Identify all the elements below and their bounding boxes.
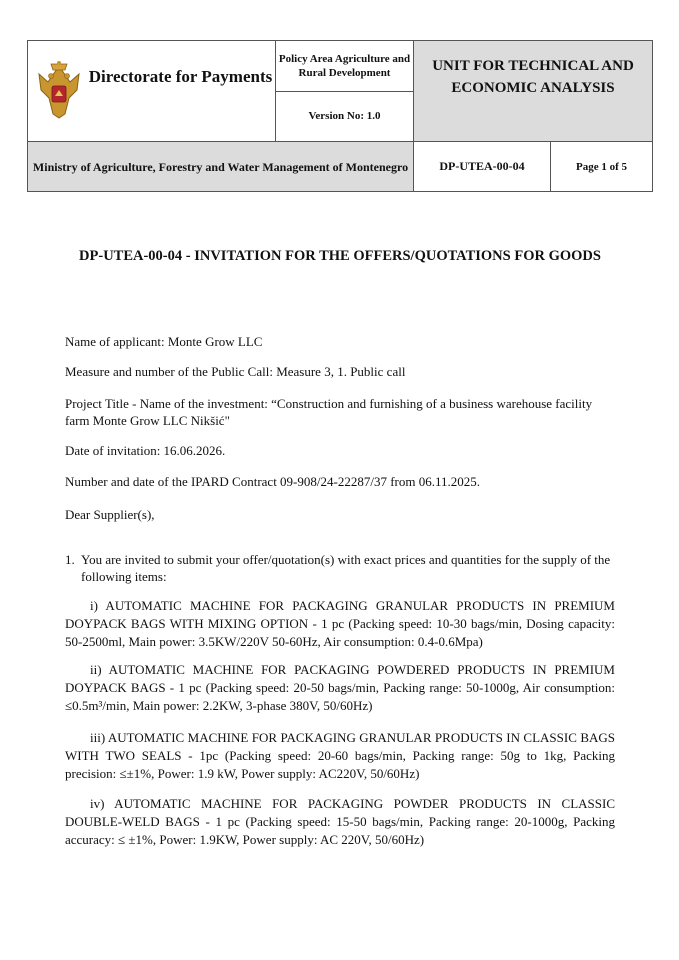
- version-number: Version No: 1.0: [276, 91, 414, 142]
- point-text: You are invited to submit your offer/quotation(s) with exact prices and quantities for the supply of the following items:: [81, 552, 611, 584]
- salutation: Dear Supplier(s),: [65, 507, 155, 522]
- applicant-name: Name of applicant: Monte Grow LLC: [65, 334, 263, 349]
- page-number: Page 1 of 5: [551, 142, 653, 192]
- montenegro-coat-of-arms-icon: [31, 60, 87, 120]
- ipard-contract: Number and date of the IPARD Contract 09-908/24-22287/37 from 06.11.2025.: [65, 474, 480, 489]
- list-item: [65, 795, 615, 849]
- directorate-name: Directorate for Payments: [88, 67, 273, 86]
- policy-area: Policy Area Agriculture and Rural Development: [276, 41, 414, 92]
- ministry-name: Ministry of Agriculture, Forestry and Water Management of Montenegro: [28, 142, 414, 192]
- list-item-text: ii) AUTOMATIC MACHINE FOR PACKAGING POWDERED PRODUCTS IN PREMIUM DOYPACK BAGS - 1 pc (Packing speed: 20-50 bags/min, Packing range: 50-1000g, Air consumption: ≤0.5m³/min, Main power: 2.2KW, 3-phase 380V, 50/60Hz): [65, 662, 615, 713]
- public-call-measure: Measure and number of the Public Call: Measure 3, 1. Public call: [65, 364, 406, 379]
- document-header-table: [27, 40, 653, 192]
- invitation-date: Date of invitation: 16.06.2026.: [65, 443, 226, 458]
- list-item: [65, 661, 615, 715]
- list-item-text: i) AUTOMATIC MACHINE FOR PACKAGING GRANULAR PRODUCTS IN PREMIUM DOYPACK BAGS WITH MIXING OPTION - 1 pc (Packing speed: 10-30 bags/min, Dosing capacity: 50-2500ml, Main power: 3.5KW/220V 50-60Hz, Air consumption: 0.4-0.6Mpa): [65, 598, 615, 649]
- directorate-cell: [28, 41, 276, 142]
- project-title: Project Title - Name of the investment: “Construction and furnishing of a business warehouse facility farm Monte Grow LLC Nikšić": [65, 396, 593, 428]
- list-item-text: iv) AUTOMATIC MACHINE FOR PACKAGING POWDER PRODUCTS IN CLASSIC DOUBLE-WELD BAGS - 1 pc (Packing speed: 15-50 bags/min, Packing range: 20-1000g, Packing accuracy: ≤ ±1%, Power: 1.9KW, Power supply: AC 220V, 50/60Hz): [65, 796, 615, 847]
- point-number: 1.: [65, 552, 75, 567]
- document-code: DP-UTEA-00-04: [414, 142, 551, 192]
- list-item: [65, 729, 615, 783]
- document-title: DP-UTEA-00-04 - INVITATION FOR THE OFFERS/QUOTATIONS FOR GOODS: [79, 248, 601, 264]
- list-item-text: iii) AUTOMATIC MACHINE FOR PACKAGING GRANULAR PRODUCTS IN CLASSIC BAGS WITH TWO SEALS - 1pc (Packing speed: 20-60 bags/min, Packing range: 50g to 1kg, Packing precision: ≤±1%, Power: 1.9 kW, Power supply: AC220V, 50/60Hz): [65, 730, 615, 781]
- list-item: [65, 597, 615, 651]
- unit-name: UNIT FOR TECHNICAL AND ECONOMIC ANALYSIS: [414, 41, 653, 142]
